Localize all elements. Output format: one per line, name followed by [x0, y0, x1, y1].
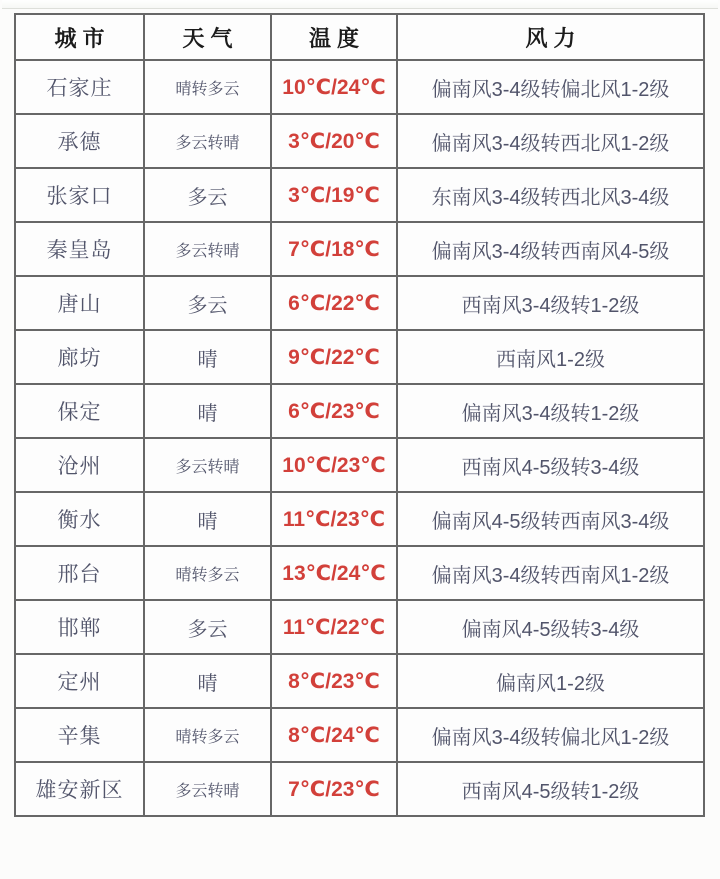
- table-row: [15, 546, 704, 600]
- table-row: [15, 384, 704, 438]
- weather-cell: 晴: [144, 384, 271, 438]
- weather-cell: 晴: [144, 330, 271, 384]
- wind-cell: 西南风1-2级: [397, 330, 704, 384]
- wind-cell: 偏南风3-4级转1-2级: [397, 384, 704, 438]
- city-cell: 沧州: [15, 438, 144, 492]
- city-cell: 廊坊: [15, 330, 144, 384]
- weather-cell: 多云: [144, 168, 271, 222]
- table-row: [15, 114, 704, 168]
- table-row: [15, 600, 704, 654]
- table-row: [15, 222, 704, 276]
- wind-cell: 偏南风3-4级转西南风1-2级: [397, 546, 704, 600]
- weather-cell: 晴: [144, 492, 271, 546]
- weather-cell: 多云: [144, 276, 271, 330]
- city-cell: 邯郸: [15, 600, 144, 654]
- city-cell: 雄安新区: [15, 762, 144, 816]
- temperature-cell: 11℃/22℃: [271, 600, 397, 654]
- wind-cell: 偏南风1-2级: [397, 654, 704, 708]
- table-row: [15, 708, 704, 762]
- city-cell: 唐山: [15, 276, 144, 330]
- city-cell: 承德: [15, 114, 144, 168]
- city-cell: 石家庄: [15, 60, 144, 114]
- city-cell: 保定: [15, 384, 144, 438]
- table-row: [15, 654, 704, 708]
- table-row: [15, 276, 704, 330]
- wind-cell: 偏南风4-5级转西南风3-4级: [397, 492, 704, 546]
- city-cell: 辛集: [15, 708, 144, 762]
- temperature-cell: 6℃/23℃: [271, 384, 397, 438]
- weather-cell: 晴转多云: [144, 60, 271, 114]
- table-row: [15, 438, 704, 492]
- weather-cell: 多云转晴: [144, 438, 271, 492]
- weather-cell: 晴转多云: [144, 546, 271, 600]
- table-row: [15, 168, 704, 222]
- temperature-cell: 7℃/18℃: [271, 222, 397, 276]
- temperature-cell: 3℃/19℃: [271, 168, 397, 222]
- column-header-temperature: 温度: [271, 14, 397, 60]
- header-row: [15, 14, 704, 60]
- city-cell: 定州: [15, 654, 144, 708]
- temperature-cell: 10℃/23℃: [271, 438, 397, 492]
- city-cell: 张家口: [15, 168, 144, 222]
- weather-forecast-table: [14, 13, 705, 817]
- table-row: [15, 492, 704, 546]
- column-header-weather: 天气: [144, 14, 271, 60]
- city-cell: 秦皇岛: [15, 222, 144, 276]
- wind-cell: 偏南风3-4级转偏北风1-2级: [397, 708, 704, 762]
- table-row: [15, 762, 704, 816]
- temperature-cell: 8℃/23℃: [271, 654, 397, 708]
- weather-cell: 晴转多云: [144, 708, 271, 762]
- table-row: [15, 330, 704, 384]
- wind-cell: 偏南风3-4级转偏北风1-2级: [397, 60, 704, 114]
- temperature-cell: 6℃/22℃: [271, 276, 397, 330]
- temperature-cell: 9℃/22℃: [271, 330, 397, 384]
- wind-cell: 西南风4-5级转3-4级: [397, 438, 704, 492]
- temperature-cell: 10℃/24℃: [271, 60, 397, 114]
- temperature-cell: 3℃/20℃: [271, 114, 397, 168]
- temperature-cell: 11℃/23℃: [271, 492, 397, 546]
- weather-cell: 晴: [144, 654, 271, 708]
- temperature-cell: 13℃/24℃: [271, 546, 397, 600]
- weather-cell: 多云: [144, 600, 271, 654]
- column-header-city: 城市: [15, 14, 144, 60]
- wind-cell: 偏南风4-5级转3-4级: [397, 600, 704, 654]
- wind-cell: 东南风3-4级转西北风3-4级: [397, 168, 704, 222]
- wind-cell: 偏南风3-4级转西南风4-5级: [397, 222, 704, 276]
- weather-cell: 多云转晴: [144, 762, 271, 816]
- weather-cell: 多云转晴: [144, 222, 271, 276]
- wind-cell: 西南风4-5级转1-2级: [397, 762, 704, 816]
- wind-cell: 偏南风3-4级转西北风1-2级: [397, 114, 704, 168]
- city-cell: 衡水: [15, 492, 144, 546]
- table-row: [15, 60, 704, 114]
- temperature-cell: 7℃/23℃: [271, 762, 397, 816]
- temperature-cell: 8℃/24℃: [271, 708, 397, 762]
- wind-cell: 西南风3-4级转1-2级: [397, 276, 704, 330]
- cropped-row-edge-artifact: [2, 0, 718, 9]
- column-header-wind: 风力: [397, 14, 704, 60]
- city-cell: 邢台: [15, 546, 144, 600]
- weather-cell: 多云转晴: [144, 114, 271, 168]
